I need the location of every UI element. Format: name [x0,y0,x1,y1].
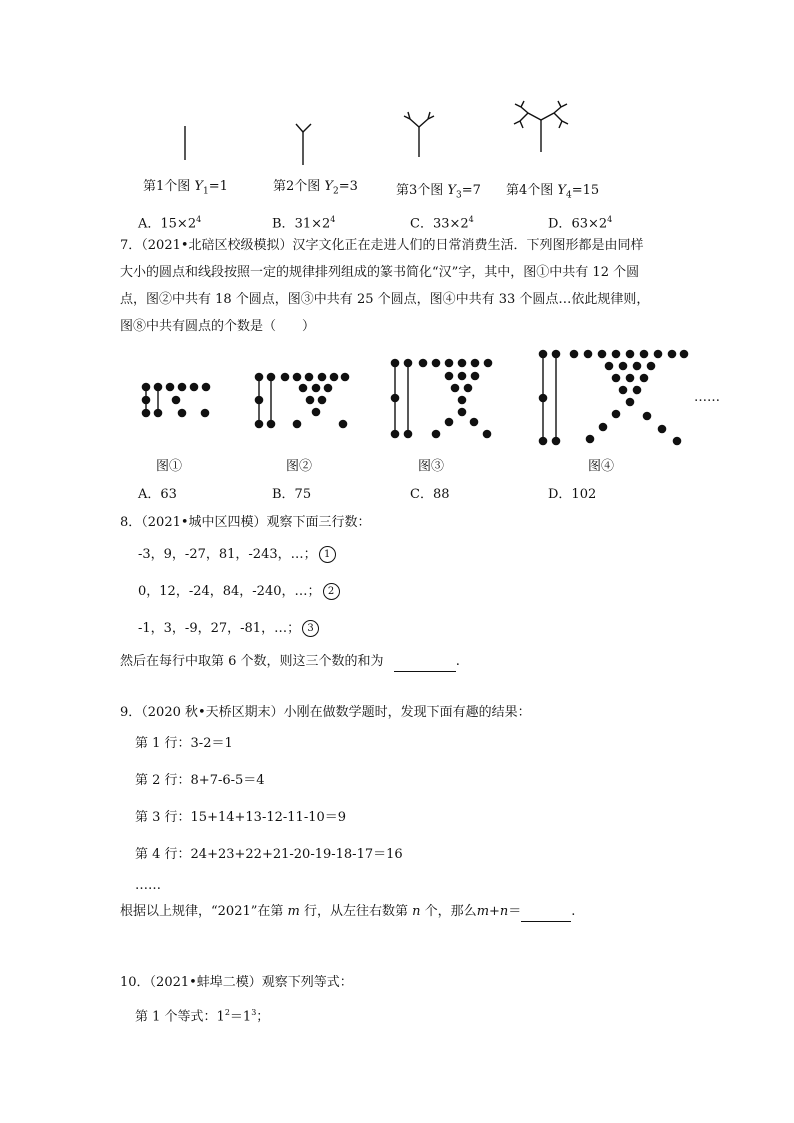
q7-fig-label-3: 图③ [418,459,445,474]
q6-option-b: B．$31\times 2^4$ [272,215,336,232]
q9-row-3: 第 3 行：15+14+13-12-11-10＝9 [135,810,347,825]
q7-fig-label-2: 图② [286,459,313,474]
q7-line-1: 7．（2021•北碚区校级模拟）汉字文化正在走进人们的日常消费生活．下列图形都是由同样 [120,238,644,253]
tree-caption-2: 第2个图 $Y_2=3$ [273,179,358,197]
q7-option-a: A．63 [138,487,177,502]
tree-caption-1: 第1个图 $Y_1=1$ [143,179,228,197]
q9-row-1: 第 1 行：3-2＝1 [135,736,233,751]
q6-option-d: D．$63\times 2^4$ [548,215,613,232]
q8-title: 8．（2021•城中区四模）观察下面三行数： [120,515,371,530]
q9-title: 9．（2020 秋•天桥区期末）小刚在做数学题时，发现下面有趣的结果： [120,705,531,720]
q9-row-4: 第 4 行：24+23+22+21-20-19-18-17＝16 [135,847,403,862]
q10-row-1: 第 1 个等式：$1^2=1^3$； [135,1008,270,1025]
q9-question: 根据以上规律，“2021”在第 m 行，从左往右数第 n 个，那么m+n＝ . [120,901,575,922]
circled-number-1: 1 [319,546,336,563]
q7-option-c: C．88 [410,487,450,502]
q9-dots: …… [135,878,161,893]
q7-option-b: B．75 [272,487,312,502]
tree-figures [0,0,794,180]
q9-answer-blank[interactable] [521,901,571,922]
q6-option-c: C．$33\times 2^4$ [410,215,474,232]
q8-question: 然后在每行中取第 6 个数，则这三个数的和为 . [120,651,460,672]
q8-row-1: -3，9，-27，81，-243，…； 1 [138,545,336,565]
circled-number-2: 2 [323,583,340,600]
han-dot-figures [0,340,794,480]
q7-fig-label-1: 图① [156,459,183,474]
q9-row-2: 第 2 行：8+7-6-5＝4 [135,773,265,788]
q8-answer-blank[interactable] [394,651,456,672]
q7-fig-label-4: 图④ [588,459,615,474]
tree-caption-4: 第4个图 $Y_4=15$ [506,183,600,201]
circled-number-3: 3 [302,620,319,637]
q6-option-a: A．$15\times 2^4$ [138,215,202,232]
q7-line-4: 图⑧中共有圆点的个数是（ ） [120,319,316,334]
q8-row-2: 0，12，-24，84，-240，…； 2 [138,582,340,602]
q7-line-2: 大小的圆点和线段按照一定的规律排列组成的篆书简化“汉”字，其中，图①中共有 12 个圆 [120,265,640,280]
q8-row-3: -1，3，-9，27，-81，…； 3 [138,619,319,639]
q7-line-3: 点，图②中共有 18 个圆点，图③中共有 25 个圆点，图④中共有 33 个圆点…依此规律则， [120,292,650,307]
tree-caption-3: 第3个图 $Y_3=7$ [396,183,481,201]
q7-ellipsis: …… [694,390,720,405]
q10-title: 10．（2021•蚌埠二模）观察下列等式： [120,975,353,990]
q7-option-d: D．102 [548,487,597,502]
